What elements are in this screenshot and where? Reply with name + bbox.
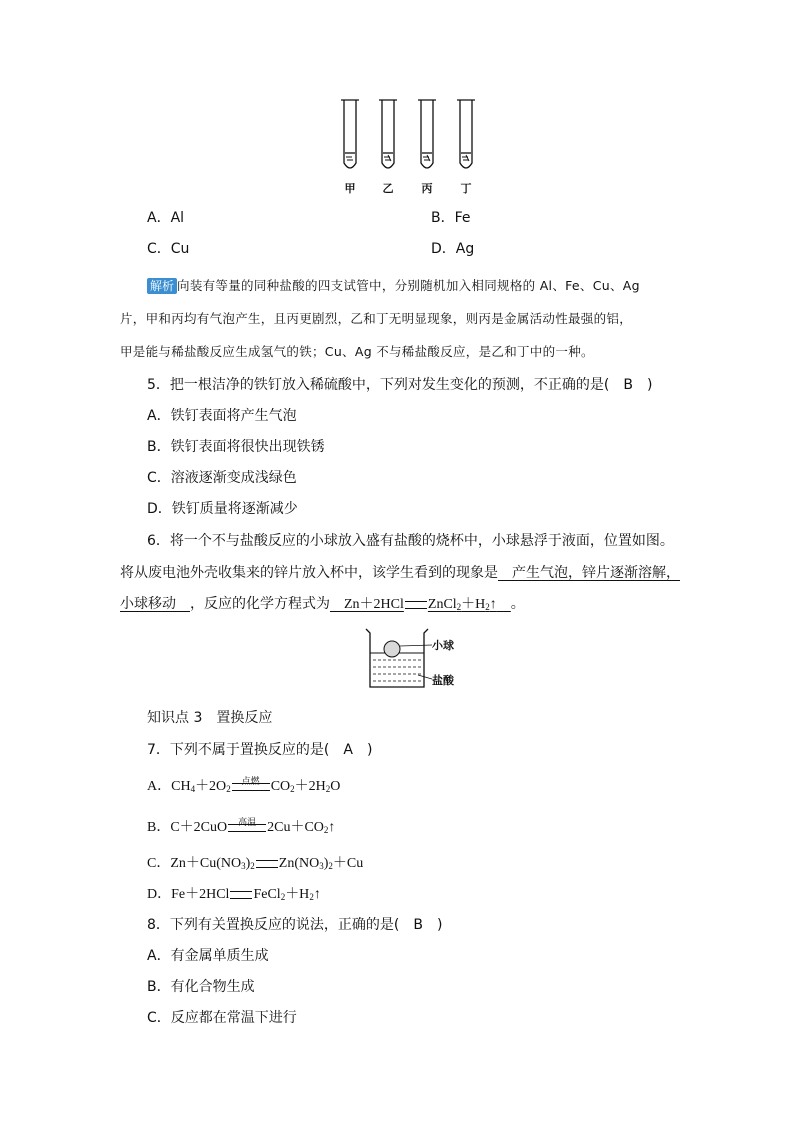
q6-answer-1a: 产生气泡，锌片逐渐溶解，: [498, 565, 680, 581]
q4-option-d: D．Ag: [431, 241, 475, 257]
beaker-figure: [362, 625, 437, 691]
q7-stem: 7．下列不属于置换反应的是( A ): [147, 742, 373, 758]
q8-stem: 8．下列有关置换反应的说法，正确的是( B ): [147, 917, 443, 933]
q7-option-d: D．Fe＋2HCl $FeCl_2+H_2↑$: [147, 887, 321, 902]
tube-label-yi: 乙: [382, 182, 394, 195]
analysis-line-1: [147, 276, 640, 294]
analysis-text-1: 向装有等量的同种盐酸的四支试管中，分别随机加入相同规格的 Al、Fe、Cu、Ag: [177, 278, 640, 293]
q5-stem: 5．把一根洁净的铁钉放入稀硫酸中，下列对发生变化的预测，不正确的是( B ): [147, 377, 653, 393]
floating-ball: [384, 641, 400, 657]
q5-option-a: A．铁钉表面将产生气泡: [147, 408, 297, 424]
analysis-line-3: 甲是能与稀盐酸反应生成氢气的铁；Cu、Ag 不与稀盐酸反应，是乙和丁中的一种。: [120, 344, 594, 359]
q4-option-c: C．Cu: [147, 241, 190, 257]
q6-equation: Zn＋2HCl $ZnCl_2+H_2↑$: [344, 597, 497, 612]
q6-end: 。: [510, 596, 525, 612]
beaker-label-ball: 小球: [432, 639, 454, 652]
analysis-line-2: 片，甲和丙均有气泡产生，且丙更剧烈，乙和丁无明显现象，则丙是金属活动性最强的铝，: [120, 311, 633, 326]
q5-option-c: C．溶液逐渐变成浅绿色: [147, 470, 297, 486]
test-tube-yi: [379, 100, 397, 168]
test-tubes-figure: [330, 95, 490, 185]
q5-option-b: B．铁钉表面将很快出现铁锈: [147, 439, 325, 455]
q8-option-a: A．有金属单质生成: [147, 948, 269, 964]
q4-option-b: B．Fe: [431, 210, 471, 226]
beaker-label-acid: 盐酸: [432, 674, 454, 687]
q7-option-b: B．C＋2CuO 高温 $2Cu+CO_2↑$: [147, 816, 336, 835]
tube-label-ding: 丁: [460, 182, 472, 195]
section-3-heading: 知识点 3 置换反应: [147, 710, 273, 726]
q4-option-a: A．Al: [147, 210, 185, 226]
q6-answer-1b: 小球移动: [120, 596, 190, 612]
q6-line-3: [120, 593, 525, 613]
test-tube-ding: [457, 100, 475, 168]
q8-option-c: C．反应都在常温下进行: [147, 1010, 297, 1026]
q8-option-b: B．有化合物生成: [147, 979, 255, 995]
q6-line-3-mid: ，反应的化学方程式为: [190, 596, 330, 612]
test-tube-jia: [341, 100, 359, 168]
q5-option-d: D．铁钉质量将逐渐减少: [147, 501, 298, 517]
tube-label-jia: 甲: [344, 182, 356, 195]
q6-line-2: [120, 562, 680, 582]
test-tube-bing: [418, 100, 436, 168]
q6-line-2-prefix: 将从废电池外壳收集来的锌片放入杯中，该学生看到的现象是: [120, 565, 498, 581]
q7-option-a: A．$CH_4+2O_2$ 点燃 $CO_2+2H_2O$: [147, 775, 341, 794]
q6-line-1: 6．将一个不与盐酸反应的小球放入盛有盐酸的烧杯中，小球悬浮于液面，位置如图。: [147, 533, 674, 549]
q7-option-c: C．$Zn+Cu(NO_3)_2$ $Zn(NO_3)_2+Cu$: [147, 856, 364, 871]
tube-label-bing: 丙: [421, 182, 433, 195]
analysis-badge: 解析: [147, 278, 177, 294]
